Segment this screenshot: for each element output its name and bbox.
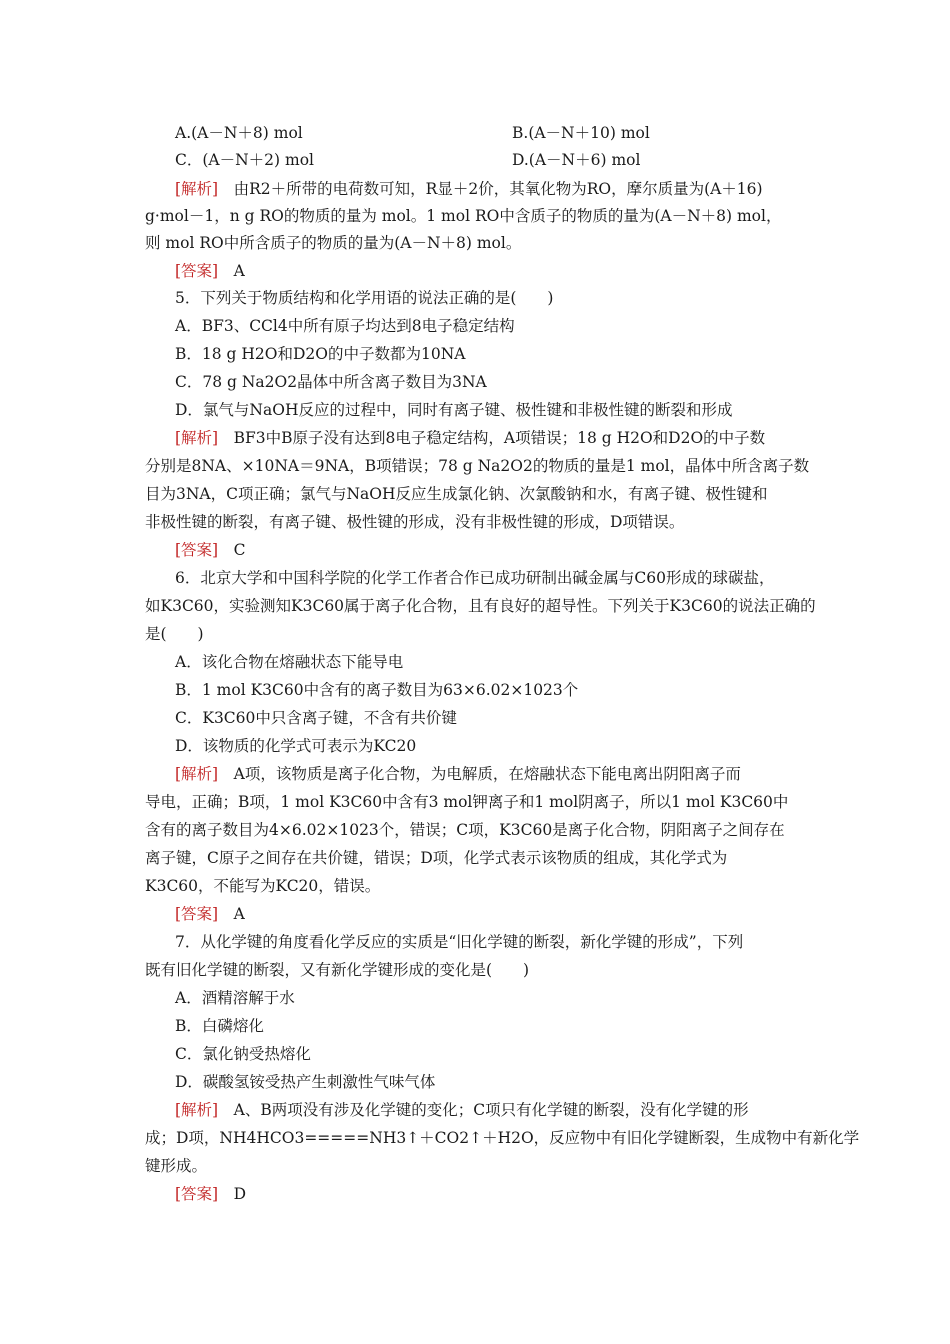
q6-option-d: D．该物质的化学式可表示为KC20 — [175, 737, 417, 755]
q7-analysis-line-3: 键形成。 — [145, 1157, 208, 1175]
q5-analysis-line-2: 分别是8NA、×10NA＝9NA，B项错误；78 g Na2O2的物质的量是1 mol，晶体中所含离子数 — [145, 457, 810, 475]
q6-option-c: C．K3C60中只含离子键，不含有共价键 — [175, 709, 457, 727]
q7-stem-line-2: 既有旧化学键的断裂，又有新化学键形成的变化是( ) — [145, 961, 530, 979]
q5-option-b: B．18 g H2O和D2O的中子数都为10NA — [175, 345, 466, 363]
q5-option-a: A．BF3、CCl4中所有原子均达到8电子稳定结构 — [175, 317, 515, 335]
q7-option-c: C．氯化钠受热熔化 — [175, 1045, 311, 1063]
q6-analysis-line-3: 含有的离子数目为4×6.02×1023个，错误；C项，K3C60是离子化合物，阴阳离子之间存在 — [145, 821, 785, 839]
q4-option-d: D.(A－N＋6) mol — [512, 151, 641, 169]
q4-answer: [答案] A — [175, 262, 245, 280]
q5-stem: 5．下列关于物质结构和化学用语的说法正确的是( ) — [175, 289, 554, 307]
q6-analysis-line-5: K3C60，不能写为KC20，错误。 — [145, 877, 381, 895]
q4-option-a: A.(A－N＋8) mol — [175, 124, 303, 142]
q6-stem-line-1: 6．北京大学和中国科学院的化学工作者合作已成功研制出碱金属与C60形成的球碳盐， — [175, 569, 775, 587]
q7-analysis-line-2: 成；D项，NH4HCO3=====NH3↑＋CO2↑＋H2O，反应物中有旧化学键断裂，生成物中有新化学 — [145, 1129, 860, 1147]
q6-option-a: A．该化合物在熔融状态下能导电 — [175, 653, 404, 671]
q4-analysis-line-3: 则 mol RO中所含质子的物质的量为(A－N＋8) mol。 — [145, 234, 522, 252]
analysis-tag: [解析] — [175, 429, 219, 447]
q6-option-b: B．1 mol K3C60中含有的离子数目为63×6.02×1023个 — [175, 681, 579, 699]
q4-option-b: B.(A－N＋10) mol — [512, 124, 650, 142]
q5-answer: [答案] C — [175, 541, 246, 559]
q5-analysis-line-4: 非极性键的断裂，有离子键、极性键的形成，没有非极性键的形成，D项错误。 — [145, 513, 685, 531]
q6-analysis-line-4: 离子键，C原子之间存在共价键，错误；D项，化学式表示该物质的组成，其化学式为 — [145, 849, 728, 867]
analysis-tag: [解析] — [175, 1101, 219, 1119]
q6-analysis-line-1: [解析] A项，该物质是离子化合物，为电解质，在熔融状态下能电离出阴阳离子而 — [175, 765, 741, 783]
q6-answer: [答案] A — [175, 905, 245, 923]
q7-option-d: D．碳酸氢铵受热产生刺激性气味气体 — [175, 1073, 436, 1091]
answer-tag: [答案] — [175, 905, 219, 923]
q6-analysis-line-2: 导电，正确；B项，1 mol K3C60中含有3 mol钾离子和1 mol阴离子，所以1 mol K3C60中 — [145, 793, 789, 811]
q7-option-b: B．白磷熔化 — [175, 1017, 264, 1035]
q7-analysis-line-1: [解析] A、B两项没有涉及化学键的变化；C项只有化学键的断裂，没有化学键的形 — [175, 1101, 749, 1119]
q6-stem-line-3: 是( ) — [145, 625, 204, 643]
q7-answer: [答案] D — [175, 1185, 247, 1203]
q5-option-c: C．78 g Na2O2晶体中所含离子数目为3NA — [175, 373, 487, 391]
answer-tag: [答案] — [175, 262, 219, 280]
answer-tag: [答案] — [175, 541, 219, 559]
q7-stem-line-1: 7．从化学键的角度看化学反应的实质是“旧化学键的断裂，新化学键的形成”，下列 — [175, 933, 744, 951]
q5-option-d: D．氯气与NaOH反应的过程中，同时有离子键、极性键和非极性键的断裂和形成 — [175, 401, 733, 419]
q6-stem-line-2: 如K3C60，实验测知K3C60属于离子化合物，且有良好的超导性。下列关于K3C60的说法正确的 — [145, 597, 816, 615]
analysis-tag: [解析] — [175, 180, 219, 198]
q4-option-c: C．(A－N＋2) mol — [175, 151, 314, 169]
q5-analysis-line-3: 目为3NA，C项正确；氯气与NaOH反应生成氯化钠、次氯酸钠和水，有离子键、极性键和 — [145, 485, 768, 503]
answer-tag: [答案] — [175, 1185, 219, 1203]
q7-option-a: A．酒精溶解于水 — [175, 989, 295, 1007]
q4-analysis-line-1: [解析] 由R2＋所带的电荷数可知，R显＋2价，其氧化物为RO，摩尔质量为(A＋16) — [175, 180, 763, 198]
analysis-tag: [解析] — [175, 765, 219, 783]
q5-analysis-line-1: [解析] BF3中B原子没有达到8电子稳定结构，A项错误；18 g H2O和D2O的中子数 — [175, 429, 766, 447]
q4-analysis-line-2: g·mol－1，n g RO的物质的量为 mol。1 mol RO中含质子的物质的量为(A－N＋8) mol， — [145, 207, 782, 225]
